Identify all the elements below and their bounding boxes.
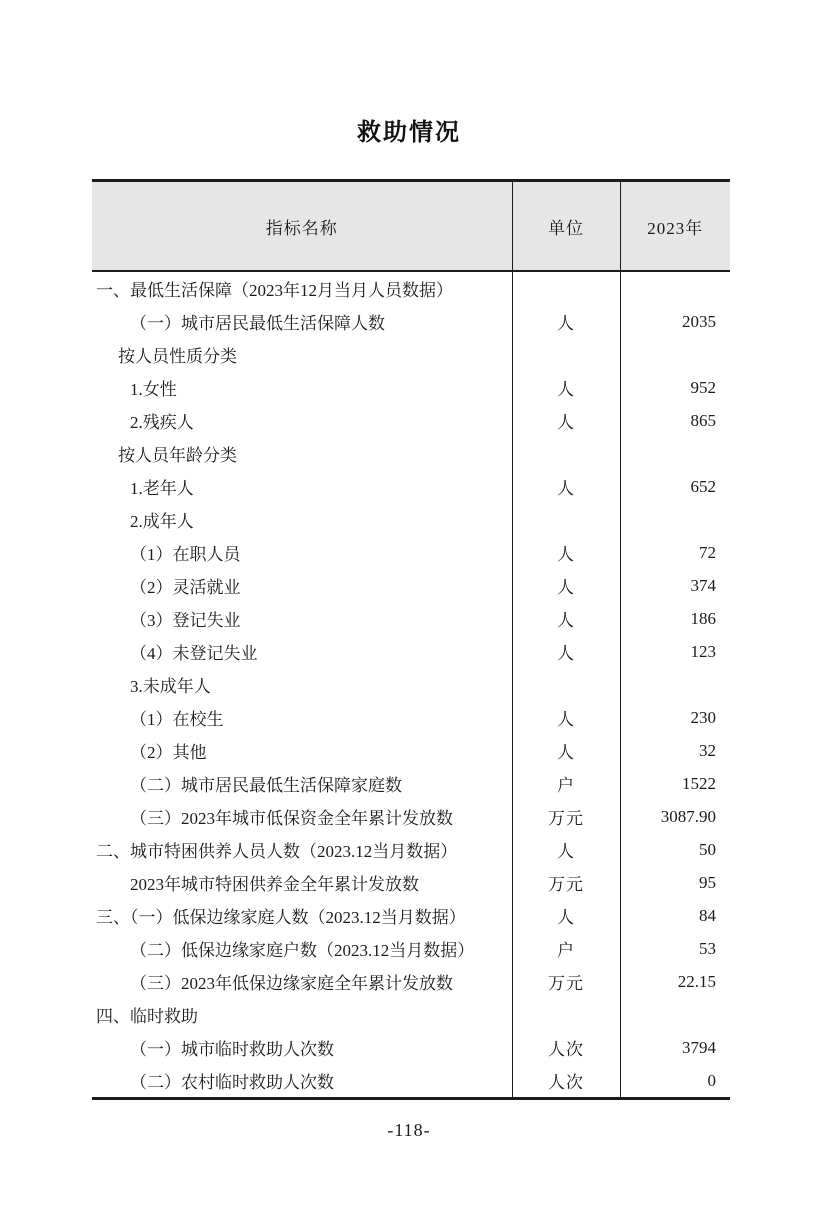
value-cell: 22.15 <box>620 965 730 998</box>
value-cell: 1522 <box>620 767 730 800</box>
unit-cell: 人 <box>512 899 620 932</box>
table-row <box>92 271 730 305</box>
unit-cell: 人 <box>512 701 620 734</box>
indicator-name-cell: （二）城市居民最低生活保障家庭数 <box>130 776 402 795</box>
column-header-indicator-name: 指标名称 <box>92 181 512 272</box>
table-row <box>92 305 730 338</box>
value-cell: 3087.90 <box>620 800 730 833</box>
value-cell <box>620 437 730 470</box>
table-row <box>92 998 730 1031</box>
value-cell: 865 <box>620 404 730 437</box>
value-cell: 53 <box>620 932 730 965</box>
unit-cell <box>512 338 620 371</box>
indicator-name-cell: 2.成年人 <box>130 512 194 531</box>
table-row <box>92 404 730 437</box>
indicator-name-cell: 四、临时救助 <box>96 1007 198 1026</box>
value-cell <box>620 271 730 305</box>
indicator-name-cell: 三、（一）低保边缘家庭人数（2023.12当月数据） <box>96 908 466 927</box>
unit-cell: 人 <box>512 635 620 668</box>
indicator-name-cell: （3）登记失业 <box>130 611 241 630</box>
table-row <box>92 470 730 503</box>
page-number: -118- <box>387 1120 431 1140</box>
table-row <box>92 503 730 536</box>
table-row <box>92 602 730 635</box>
indicator-name-cell: 二、城市特困供养人员人数（2023.12当月数据） <box>96 842 458 861</box>
value-cell: 186 <box>620 602 730 635</box>
unit-cell: 人 <box>512 305 620 338</box>
table-body <box>92 271 730 1099</box>
unit-cell: 人 <box>512 404 620 437</box>
value-cell: 95 <box>620 866 730 899</box>
table-row <box>92 536 730 569</box>
table-row <box>92 1031 730 1064</box>
indicator-name-cell: （三）2023年低保边缘家庭全年累计发放数 <box>130 974 453 993</box>
assistance-table <box>92 179 730 1100</box>
value-cell: 374 <box>620 569 730 602</box>
indicator-name-cell: （1）在职人员 <box>130 545 241 564</box>
table-row <box>92 635 730 668</box>
value-cell <box>620 998 730 1031</box>
indicator-name-cell: （2）其他 <box>130 743 207 762</box>
table-row <box>92 668 730 701</box>
value-cell: 3794 <box>620 1031 730 1064</box>
value-cell <box>620 338 730 371</box>
unit-cell <box>512 503 620 536</box>
unit-cell: 户 <box>512 767 620 800</box>
unit-cell: 人 <box>512 536 620 569</box>
indicator-name-cell: （1）在校生 <box>130 710 224 729</box>
indicator-name-cell: 一、最低生活保障（2023年12月当月人员数据） <box>96 281 453 300</box>
indicator-name-cell: （一）城市居民最低生活保障人数 <box>130 314 385 333</box>
indicator-name-cell: （一）城市临时救助人次数 <box>130 1040 334 1059</box>
unit-cell: 万元 <box>512 965 620 998</box>
value-cell: 72 <box>620 536 730 569</box>
unit-cell: 人 <box>512 602 620 635</box>
table-row <box>92 866 730 899</box>
value-cell <box>620 668 730 701</box>
table-row <box>92 965 730 998</box>
table-row <box>92 899 730 932</box>
indicator-name-cell: （二）农村临时救助人次数 <box>130 1073 334 1092</box>
table-row <box>92 701 730 734</box>
unit-cell: 人次 <box>512 1031 620 1064</box>
value-cell: 652 <box>620 470 730 503</box>
indicator-name-cell: （三）2023年城市低保资金全年累计发放数 <box>130 809 453 828</box>
unit-cell <box>512 668 620 701</box>
table-row <box>92 932 730 965</box>
unit-cell: 人 <box>512 569 620 602</box>
page-title: 救助情况 <box>357 119 461 146</box>
indicator-name-cell: 按人员年龄分类 <box>118 446 237 465</box>
unit-cell <box>512 437 620 470</box>
indicator-name-cell: 2.残疾人 <box>130 413 194 432</box>
unit-cell: 人 <box>512 833 620 866</box>
table-row <box>92 338 730 371</box>
unit-cell: 万元 <box>512 866 620 899</box>
indicator-name-cell: 1.老年人 <box>130 479 194 498</box>
value-cell: 32 <box>620 734 730 767</box>
table-row <box>92 800 730 833</box>
table-row <box>92 1064 730 1099</box>
value-cell: 230 <box>620 701 730 734</box>
indicator-name-cell: 3.未成年人 <box>130 677 211 696</box>
indicator-name-cell: 2023年城市特困供养金全年累计发放数 <box>130 875 419 894</box>
value-cell <box>620 503 730 536</box>
value-cell: 952 <box>620 371 730 404</box>
column-header-year-2023: 2023年 <box>620 181 730 272</box>
indicator-name-cell: （二）低保边缘家庭户数（2023.12当月数据） <box>130 941 475 960</box>
value-cell: 0 <box>620 1064 730 1099</box>
unit-cell: 万元 <box>512 800 620 833</box>
indicator-name-cell: 1.女性 <box>130 380 177 399</box>
indicator-name-cell: （4）未登记失业 <box>130 644 258 663</box>
unit-cell: 人 <box>512 734 620 767</box>
value-cell: 123 <box>620 635 730 668</box>
unit-cell <box>512 998 620 1031</box>
table-row <box>92 569 730 602</box>
table-row <box>92 833 730 866</box>
header-row <box>92 181 730 272</box>
unit-cell: 人 <box>512 470 620 503</box>
indicator-name-cell: 按人员性质分类 <box>118 347 237 366</box>
table-row <box>92 371 730 404</box>
value-cell: 50 <box>620 833 730 866</box>
unit-cell: 户 <box>512 932 620 965</box>
table-row <box>92 437 730 470</box>
unit-cell: 人次 <box>512 1064 620 1099</box>
table-row <box>92 734 730 767</box>
indicator-name-cell: （2）灵活就业 <box>130 578 241 597</box>
unit-cell: 人 <box>512 371 620 404</box>
table-row <box>92 767 730 800</box>
column-header-unit: 单位 <box>512 181 620 272</box>
unit-cell <box>512 271 620 305</box>
value-cell: 2035 <box>620 305 730 338</box>
table-header <box>92 181 730 272</box>
value-cell: 84 <box>620 899 730 932</box>
